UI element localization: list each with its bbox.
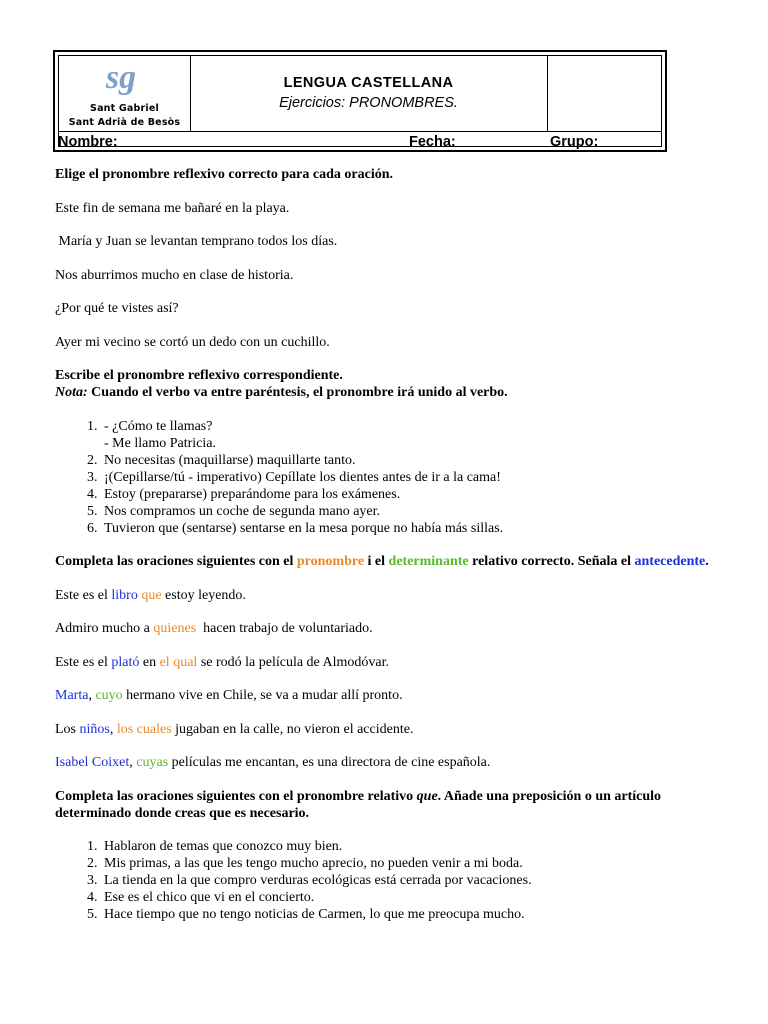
worksheet-body bbox=[55, 166, 715, 923]
antecedent: Isabel Coixet bbox=[55, 755, 130, 770]
plain-text: , bbox=[129, 755, 137, 770]
worksheet-header bbox=[53, 50, 667, 152]
list-item: 4. Estoy (prepararse) preparándome para los exámenes. bbox=[101, 486, 715, 503]
plain-text: , bbox=[88, 688, 96, 703]
plain-text: estoy leyendo. bbox=[161, 587, 246, 603]
list-item: 5. Nos compramos un coche de segunda mano ayer. bbox=[101, 503, 715, 520]
plain-text: se rodó la película de Almodóvar. bbox=[197, 654, 389, 670]
section1-sentence: Ayer mi vecino se cortó un dedo con un cuchillo. bbox=[55, 334, 330, 350]
relative-determiner: cuyo bbox=[95, 688, 123, 703]
relative-pronoun: el qual bbox=[159, 654, 198, 670]
relative-sentence bbox=[55, 754, 715, 771]
heading-text: i el bbox=[364, 554, 389, 569]
plain-text: Este es el bbox=[55, 587, 112, 603]
antecedent: Marta bbox=[55, 688, 89, 703]
header-top-row bbox=[59, 56, 661, 132]
section1-sentence: ¿Por qué te vistes así? bbox=[55, 301, 179, 316]
relative-sentence bbox=[55, 687, 715, 704]
dialogue-line: - Me llamo Patricia. bbox=[104, 435, 216, 451]
subject-title: LENGUA CASTELLANA bbox=[283, 75, 454, 91]
section1-sentence: Este fin de semana me bañaré en la playa. bbox=[55, 200, 290, 216]
plain-text: , bbox=[109, 721, 117, 737]
list-item: 1. Hablaron de temas que conozco muy bien. bbox=[101, 838, 715, 855]
section1-heading: Elige el pronombre reflexivo correcto para cada oración. bbox=[55, 167, 394, 182]
section2-note bbox=[55, 384, 715, 401]
section2-heading: Escribe el pronombre reflexivo correspondiente. bbox=[55, 368, 343, 383]
heading-text: Completa las oraciones siguientes con el bbox=[55, 554, 297, 569]
heading-text: Completa las oraciones siguientes con el pronombre relativo bbox=[55, 788, 417, 804]
school-logo-text: sg bbox=[105, 59, 137, 96]
relative-sentence bbox=[55, 620, 715, 637]
relative-pronoun: que bbox=[141, 587, 162, 603]
relative-sentence bbox=[55, 654, 715, 671]
plain-text: hacen trabajo de voluntariado. bbox=[199, 621, 373, 636]
date-field-label: Fecha: bbox=[409, 134, 456, 150]
pronombre-keyword: pronombre bbox=[296, 554, 365, 569]
relative-determiner: cuyas bbox=[136, 755, 169, 770]
heading-text: . Añade una preposición o un artículo determinado donde creas que es necesario. bbox=[55, 788, 662, 821]
heading-text: . bbox=[705, 554, 709, 569]
heading-text: relativo correcto. Señala el bbox=[468, 554, 635, 569]
relative-sentence bbox=[55, 587, 715, 604]
section4-heading bbox=[55, 788, 715, 822]
plain-text: en bbox=[139, 654, 160, 670]
list-item: 5. Hace tiempo que no tengo noticias de Carmen, lo que me preocupa mucho. bbox=[101, 906, 715, 923]
relative-pronoun: quienes bbox=[153, 621, 200, 636]
student-fields-row bbox=[58, 131, 661, 150]
school-logo bbox=[96, 59, 146, 97]
list-item: 2. No necesitas (maquillarse) maquillarte tanto. bbox=[101, 452, 715, 469]
section3-heading bbox=[55, 553, 715, 570]
note-label: Nota: bbox=[55, 385, 88, 400]
note-text: Cuando el verbo va entre paréntesis, el pronombre irá unido al verbo. bbox=[87, 385, 508, 400]
plain-text: Admiro mucho a bbox=[55, 621, 154, 636]
list-item: 3. La tienda en la que compro verduras ecológicas está cerrada por vacaciones. bbox=[101, 872, 715, 889]
antecedent: libro bbox=[111, 587, 138, 603]
plain-text: hermano vive en Chile, se va a mudar allí pronto. bbox=[122, 688, 403, 703]
name-field-label: Nombre: bbox=[58, 134, 118, 150]
plain-text: películas me encantan, es una directora de cine española. bbox=[168, 755, 491, 770]
school-logo-cell bbox=[59, 56, 191, 131]
title-cell bbox=[190, 56, 548, 131]
determinante-keyword: determinante bbox=[388, 554, 469, 569]
group-field-label: Grupo: bbox=[550, 134, 599, 150]
section1-sentence: María y Juan se levantan temprano todos los días. bbox=[55, 234, 338, 249]
relative-sentence bbox=[55, 721, 715, 738]
section1-sentence: Nos aburrimos mucho en clase de historia. bbox=[55, 267, 294, 283]
school-name: Sant Gabriel bbox=[90, 103, 159, 114]
section4-list bbox=[55, 838, 715, 923]
worksheet-subtitle: Ejercicios: PRONOMBRES. bbox=[279, 95, 458, 111]
dialogue-line: - ¿Cómo te llamas? bbox=[104, 418, 213, 434]
plain-text: jugaban en la calle, no vieron el accidente. bbox=[171, 721, 414, 737]
que-keyword: que bbox=[416, 788, 438, 804]
list-item: 3. ¡(Cepillarse/tú - imperativo) Cepíllate los dientes antes de ir a la cama! bbox=[101, 469, 715, 486]
school-location: Sant Adrià de Besòs bbox=[68, 117, 181, 128]
antecedent: niños bbox=[79, 721, 110, 737]
plain-text: Los bbox=[55, 721, 80, 737]
header-inner-frame bbox=[58, 55, 662, 150]
antecedente-keyword: antecedente bbox=[634, 554, 706, 569]
section2-list bbox=[55, 418, 715, 537]
antecedent: plató bbox=[111, 654, 140, 670]
list-item: 2. Mis primas, a las que les tengo mucho aprecio, no pueden venir a mi boda. bbox=[101, 855, 715, 872]
list-item bbox=[101, 418, 715, 452]
relative-pronoun: los cuales bbox=[116, 721, 172, 737]
list-item: 6. Tuvieron que (sentarse) sentarse en la mesa porque no había más sillas. bbox=[101, 520, 715, 537]
plain-text: Este es el bbox=[55, 654, 112, 670]
list-item: 4. Ese es el chico que vi en el concierto. bbox=[101, 889, 715, 906]
